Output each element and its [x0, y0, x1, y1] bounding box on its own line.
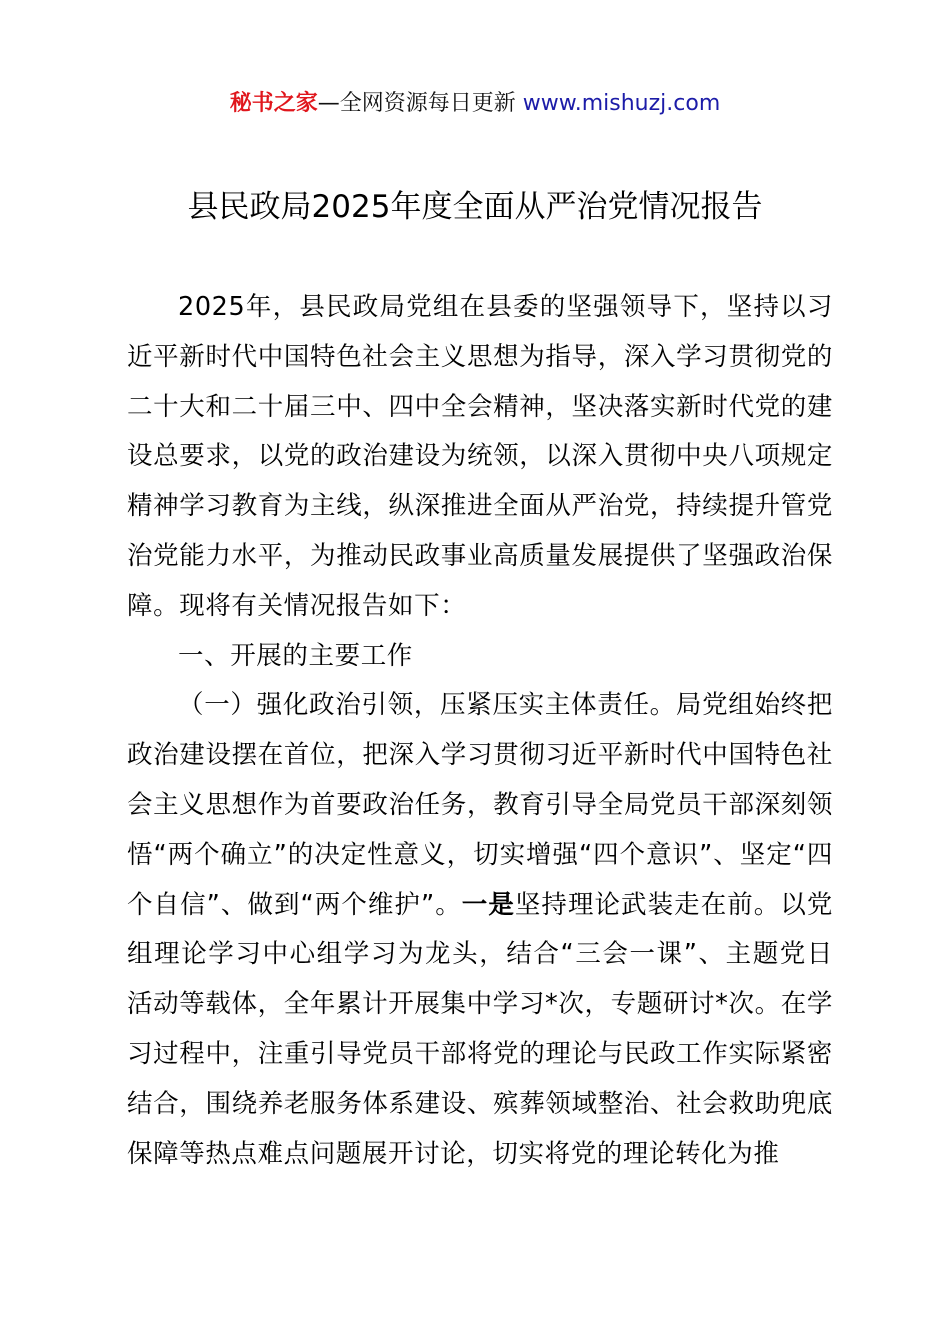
header-tagline: —全网资源每日更新: [317, 91, 516, 116]
item-text-continued: 坚持理论武装走在前。以党组理论学习中心组学习为龙头，结合“三会一课”、主题党日活动等载体，全年累计开展集中学习*次，专题研讨*次。在学习过程中，注重引导党员干部将党的理论与民政工作实际紧密结合，围绕养老服务体系建设、殡葬领域整治、社会救助兜底保障等热点难点问题展开讨论，切实将党的理论转化为推: [127, 889, 833, 1169]
item-text: （一）强化政治引领，压紧压实主体责任。局党组始终把政治建设摆在首位，把深入学习贯彻习近平新时代中国特色社会主义思想作为首要政治任务，教育引导全局党员干部深刻领悟“两个确立”的决定性意义，切实增强“四个意识”、坚定“四个自信”、做到“两个维护”。: [127, 690, 833, 920]
item-lead-phrase: 一是: [461, 889, 515, 920]
item-paragraph: [127, 681, 833, 1179]
document-body: [127, 283, 833, 1179]
brand-name: 秘书之家: [229, 91, 318, 116]
site-url-link[interactable]: www.mishuzj.com: [515, 91, 721, 116]
intro-paragraph: 2025年，县民政局党组在县委的坚强领导下，坚持以习近平新时代中国特色社会主义思想为指导，深入学习贯彻党的二十大和二十届三中、四中全会精神，坚决落实新时代党的建设总要求，以党的政治建设为统领，以深入贯彻中央八项规定精神学习教育为主线，纵深推进全面从严治党，持续提升管党治党能力水平，为推动民政事业高质量发展提供了坚强政治保障。现将有关情况报告如下：: [127, 292, 833, 621]
document-title: 县民政局2025年度全面从严治党情况报告: [187, 189, 763, 225]
site-header: [0, 86, 950, 122]
section-heading: 一、开展的主要工作: [178, 640, 413, 671]
